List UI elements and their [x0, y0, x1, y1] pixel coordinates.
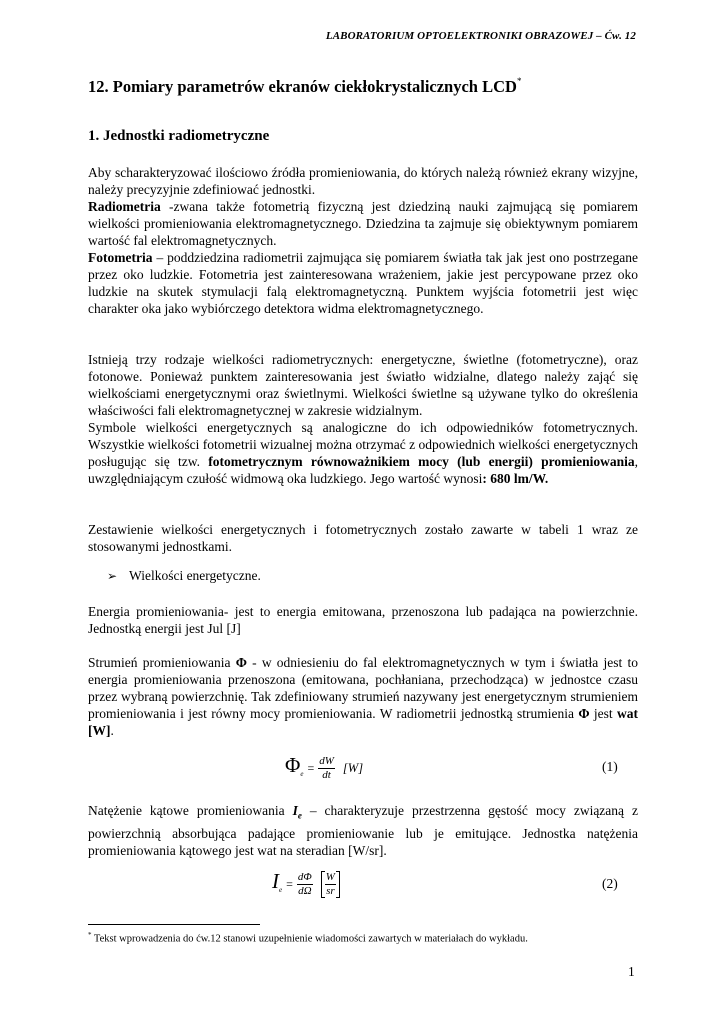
- paragraph-fotometria: [88, 249, 638, 317]
- eq2-equals: =: [286, 877, 293, 891]
- intensity-text: Natężenie kątowe promieniowania: [88, 803, 293, 818]
- eq2-subscript: e: [279, 886, 283, 895]
- eq1-numerator: dW: [319, 754, 334, 767]
- footnote-text: Tekst wprowadzenia do ćw.12 stanowi uzupełnienie wiadomości zawartych w materiałach do wykładu.: [91, 933, 528, 945]
- eq2-unit-bracket: [321, 871, 340, 898]
- eq1-fraction: [318, 755, 335, 782]
- footnote: [88, 931, 528, 945]
- intensity-symbol: I: [292, 803, 298, 818]
- flux-text: Strumień promieniowania: [88, 655, 236, 670]
- paragraph-radiometria: [88, 198, 638, 249]
- eq2-fraction: [297, 871, 313, 898]
- eq1-equals: =: [307, 761, 315, 775]
- page-title: [88, 77, 521, 97]
- symbols-text: Symbole wielkości energetycznych są analogiczne do ich odpowiedników fotometrycznych. Wszystkie wielkości fotometrii wizualnej można otrzymać z odpowiednich wielkości energetycznych posługując się tzw.: [88, 420, 638, 469]
- running-header: LABORATORIUM OPTOELEKTRONIKI OBRAZOWEJ – Ćw. 12: [325, 30, 636, 42]
- page-number: 1: [628, 964, 635, 979]
- term-fotometria: Fotometria: [88, 250, 153, 265]
- title-text: 12. Pomiary parametrów ekranów ciekłokrystalicznych LCD: [88, 77, 517, 96]
- fotometria-definition: – poddziedzina radiometrii zajmująca się pomiarem światła tak jak jest ono postrzegane przez oko ludzkie. Fotometria jest zainteresowana wrażeniem, jakie jest percypowane przez oko ludzkie na skutek stymulacji falą elektromagnetyczną. Punktem wyjścia fotometrii jest więc charakter oka jako wybiórczego detektora widma elektromagnetycznego.: [88, 250, 638, 316]
- eq2-numerator: dΦ: [297, 870, 312, 883]
- symbols-text-cont: , uwzględniającym czułość widmową oka ludzkiego. Jego wartość wynosi: [88, 454, 638, 486]
- arrow-bullet-icon: ➢: [107, 569, 118, 583]
- section-heading: 1. Jednostki radiometryczne: [88, 128, 270, 144]
- flux-symbol-2: Φ: [578, 706, 590, 721]
- equation-1-number: (1): [602, 759, 618, 774]
- flux-unit: wat [W]: [88, 706, 639, 738]
- equation-1: [285, 753, 363, 782]
- term-radiometria: Radiometria: [88, 199, 161, 214]
- flux-text-end: .: [110, 723, 114, 738]
- eq2-lhs: I: [272, 869, 279, 893]
- paragraph-table-note: Zestawienie wielkości energetycznych i fotometrycznych zostało zawarte w tabeli 1 wraz ze stosowanymi jednostkami.: [88, 522, 638, 554]
- title-footnote-mark: *: [516, 75, 522, 86]
- footnote-divider: [88, 924, 260, 925]
- eq1-subscript: e: [300, 770, 304, 779]
- paragraph-flux: [88, 654, 638, 739]
- flux-symbol: Φ: [235, 655, 247, 670]
- equation-2-number: (2): [602, 876, 618, 891]
- eq2-unit-fraction: [325, 871, 336, 898]
- eq1-unit: [W]: [342, 761, 364, 775]
- eq1-lhs: Φ: [285, 753, 301, 777]
- intensity-subscript: e: [297, 810, 302, 821]
- eq2-denominator: dΩ: [298, 884, 312, 897]
- luminous-efficacy-term: fotometrycznym równoważnikiem mocy (lub energii) promieniowania: [208, 454, 635, 469]
- equation-2: [272, 869, 340, 898]
- paragraph-symbols: [88, 419, 638, 487]
- bullet-text: Wielkości energetyczne.: [129, 568, 261, 583]
- eq2-unit-denominator: sr: [326, 884, 335, 897]
- flux-text-cont: - w odniesieniu do fal elektromagnetycznych w tym i światła jest to energia promieniowania przenoszona (emitowana, pochłaniana, przechodząca) w jednostce czasu przez wybraną powierzchnię. Tak zdefiniowany strumień nazywany jest energetycznym strumieniem promieniowania i jest równy mocy promieniowania. W radiometrii jednostką strumienia: [88, 655, 638, 721]
- eq2-unit-numerator: W: [325, 870, 335, 883]
- eq1-denominator: dt: [322, 768, 331, 781]
- paragraph-energy: Energia promieniowania- jest to energia emitowana, przenoszona lub padająca na powierzchnie. Jednostką energii jest Jul [J]: [88, 604, 638, 636]
- paragraph-intensity: [88, 802, 638, 859]
- bullet-item: [107, 567, 261, 585]
- paragraph-intro: Aby scharakteryzować ilościowo źródła promieniowania, do których należą również ekrany wizyjne, należy precyzyjnie zdefiniować jednostki.: [88, 165, 638, 197]
- paragraph-types: Istnieją trzy rodzaje wielkości radiometrycznych: energetyczne, świetlne (fotometryczne), oraz fotonowe. Ponieważ punktem zainteresowania jest światło widzialne, dlatego należy zająć się wielkościami energetycznymi oraz świetlnymi. Wielkości świetlne są używane tylko do określenia właściwości fali elektromagnetycznej w zakresie widzialnym.: [88, 352, 638, 418]
- luminous-efficacy-value: : 680 lm/W.: [482, 471, 549, 486]
- footnote-mark: *: [88, 931, 92, 939]
- radiometria-definition: -zwana także fotometrią fizyczną jest dziedziną nauki zajmującą się pomiarem wielkości promieniowania elektromagnetycznego. Dziedzina ta zajmuje się obiektywnym pomiarem wartość fal elektromagnetycznych.: [88, 199, 638, 248]
- intensity-text-cont: – charakteryzuje przestrzenna gęstość mocy związaną z powierzchnią absorbująca padające promieniowanie lub je emitujące. Jednostka natężenia promieniowania kątowego jest wat na steradian [W/sr].: [88, 803, 638, 858]
- flux-text-jest: jest: [589, 706, 618, 721]
